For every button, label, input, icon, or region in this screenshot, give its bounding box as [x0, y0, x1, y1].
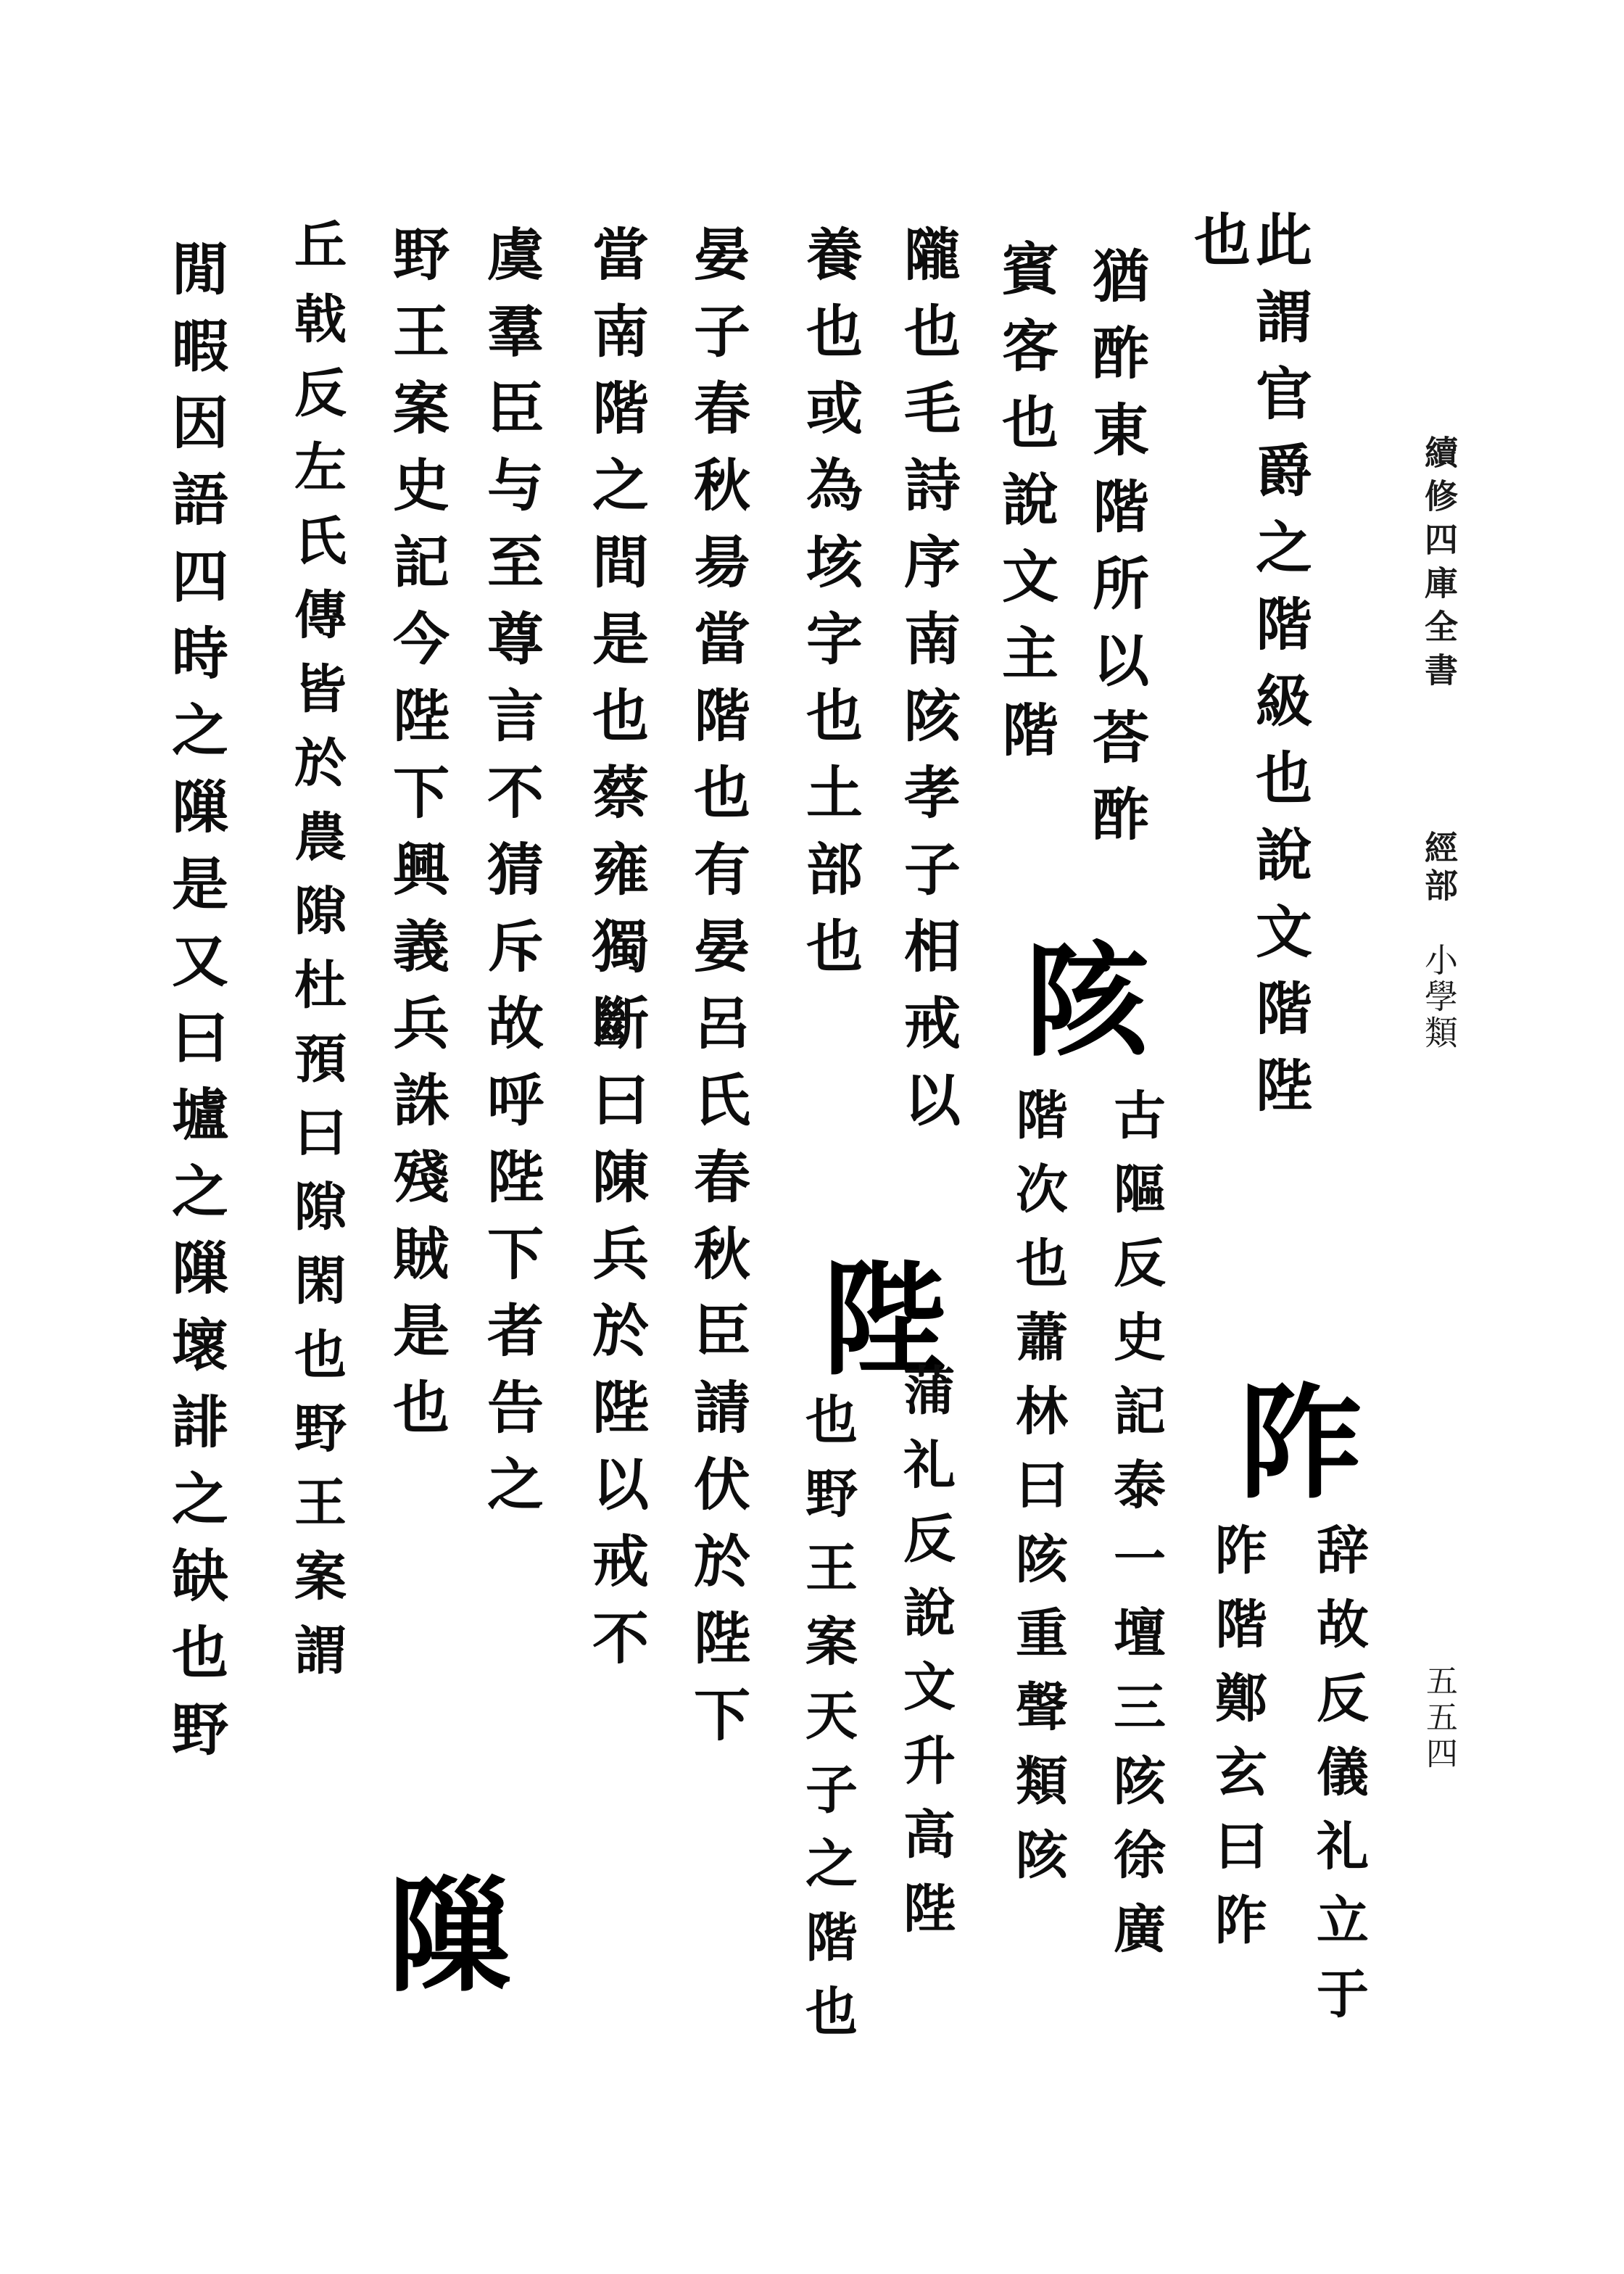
text-column-16: 閒暇因語四時之隟是又曰壚之隟壞誹之缺也野 — [162, 239, 228, 1777]
head-char-zuo: 阼 — [1218, 1378, 1363, 1501]
text-column-zuo-note-1: 辞故反儀礼立于 — [1308, 1523, 1370, 2041]
head-char-bi: 陛 — [801, 1254, 946, 1378]
text-column-7: 隴也毛詩序南陔孝子相戒以 — [895, 225, 961, 1147]
text-column-10: 也野王案天子之階也 — [797, 1392, 858, 2058]
text-column-14: 野王案史記今陛下興義兵誅殘賊是也 — [384, 225, 450, 1455]
page-number: 五五四 — [1420, 1664, 1457, 1773]
text-column-8: 蒲礼反說文升高陛 — [895, 1363, 956, 1955]
text-column-11: 晏子春秋昜當階也有晏呂氏春秋臣請伏於陛下 — [684, 225, 750, 1762]
text-column-5: 古䧢反史記泰一壇三陔徐廣 — [1105, 1088, 1167, 1975]
text-column-9: 養也或為垓字也土部也 — [797, 225, 863, 993]
head-char-xi: 隟 — [366, 1871, 511, 1994]
text-column-4: 賓客也說文主階 — [993, 239, 1058, 777]
text-column-3: 猶酢東階所以荅酢 — [1083, 247, 1149, 861]
text-column-12: 當南階之間是也蔡雍獨斷曰陳兵於陛以戒不 — [583, 225, 649, 1685]
category-label: 小學類 — [1420, 943, 1459, 1051]
book-title: 續修四庫全書 — [1420, 435, 1459, 696]
text-column-zuo-note-2: 阼階鄭玄曰阼 — [1206, 1523, 1268, 1967]
section-label: 經部 — [1420, 830, 1459, 906]
text-column-6: 階次也蕭林曰陔重聲類陔 — [1007, 1088, 1069, 1901]
text-column-13: 虞羣臣与至尊言不猜斥故呼陛下者告之 — [478, 225, 544, 1531]
head-char-gai: 陔 — [1004, 935, 1149, 1059]
text-column-1: 此謂官爵之階級也說文階陛 — [1246, 210, 1312, 1133]
text-column-2: 也 — [1185, 210, 1251, 287]
text-column-15: 丘戟反左氏傳皆於農隙杜預曰隙閑也野王案謂 — [286, 218, 347, 1697]
